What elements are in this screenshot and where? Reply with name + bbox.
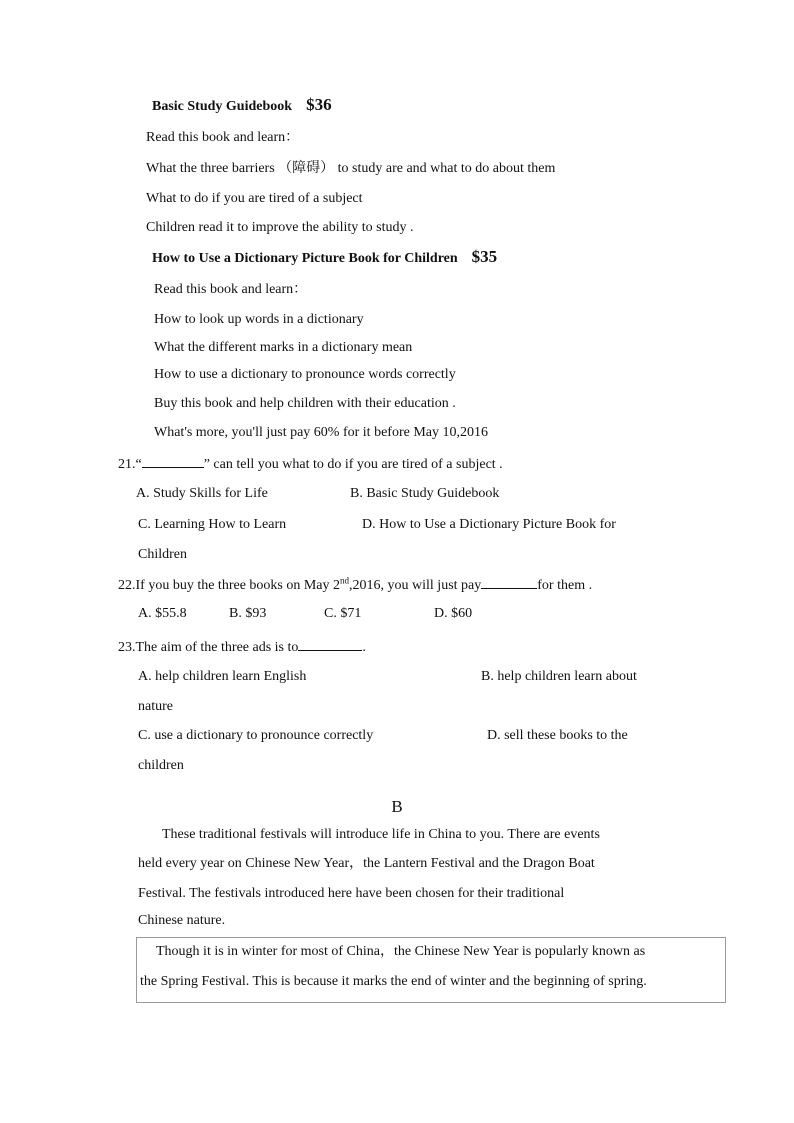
ad1-item-1: What the three barriers （障碍） to study are and what to do about them [146,161,556,176]
q23-answer-blank[interactable] [298,637,362,651]
q21-prefix: 21.“ [118,457,142,472]
ad2-heading [152,248,497,268]
q23-option-b[interactable]: B. help children learn about [481,669,637,684]
q23-suffix: . [362,640,366,655]
q21-option-d-cont: Children [138,547,187,562]
ad1-item-3: Children read it to improve the ability to study . [146,220,414,235]
ad2-price: $35 [471,247,498,266]
section-b-para-line-2: held every year on Chinese New Year，the Lantern Festival and the Dragon Boat [138,856,595,871]
q22-option-d[interactable]: D. $60 [434,606,473,621]
ad1-title: Basic Study Guidebook [152,99,293,114]
q22-option-b[interactable]: B. $93 [229,606,267,621]
q21-stem [118,454,503,474]
q22-option-a[interactable]: A. $55.8 [138,606,187,621]
ad1-item-2: What to do if you are tired of a subject [146,191,363,206]
section-b-para-line-1: These traditional festivals will introduce life in China to you. There are events [162,827,600,842]
q23-stem [118,637,366,657]
ad2-item-2: What the different marks in a dictionary mean [154,340,413,355]
box-line-1: Though it is in winter for most of China，the Chinese New Year is popularly known as [156,944,646,959]
ad2-item-4: Buy this book and help children with their education . [154,396,456,411]
ad1-intro: Read this book and learn： [146,130,300,145]
section-b-para-line-4: Chinese nature. [138,913,226,928]
ad2-item-3: How to use a dictionary to pronounce words correctly [154,367,456,382]
section-b-para-line-3: Festival. The festivals introduced here have been chosen for their traditional [138,886,565,901]
ad2-item-5: What's more, you'll just pay 60% for it before May 10,2016 [154,425,488,440]
ad2-item-1: How to look up words in a dictionary [154,312,364,327]
q23-option-b-cont: nature [138,699,173,714]
q23-option-d-cont: children [138,758,184,773]
q22-prefix: 22.If you buy the three books on May 2 [118,578,341,593]
q23-prefix: 23.The aim of the three ads is to [118,640,299,655]
q22-option-c[interactable]: C. $71 [324,606,362,621]
ad1-heading [152,96,332,116]
q21-option-c[interactable]: C. Learning How to Learn [138,517,287,532]
q23-option-c[interactable]: C. use a dictionary to pronounce correctly [138,728,374,743]
q23-option-a[interactable]: A. help children learn English [138,669,307,684]
q23-option-d[interactable]: D. sell these books to the [487,728,628,743]
ad2-title: How to Use a Dictionary Picture Book for Children [152,251,458,266]
q22-suffix: for them . [537,578,593,593]
q22-sup: nd [340,575,350,586]
q21-option-a[interactable]: A. Study Skills for Life [136,486,268,501]
section-b-heading: B [391,797,403,816]
ad1-price: $36 [306,95,332,114]
box-line-2: the Spring Festival. This is because it marks the end of winter and the beginning of spring. [140,974,647,989]
q22-mid: ,2016, you will just pay [349,578,482,593]
q22-answer-blank[interactable] [481,575,537,589]
q21-answer-blank[interactable] [142,454,204,468]
q21-suffix: ” can tell you what to do if you are tired of a subject . [203,457,503,472]
ad2-intro: Read this book and learn： [154,282,308,297]
q22-stem [118,575,592,595]
q21-option-b[interactable]: B. Basic Study Guidebook [350,486,500,501]
q21-option-d[interactable]: D. How to Use a Dictionary Picture Book for [362,517,616,532]
